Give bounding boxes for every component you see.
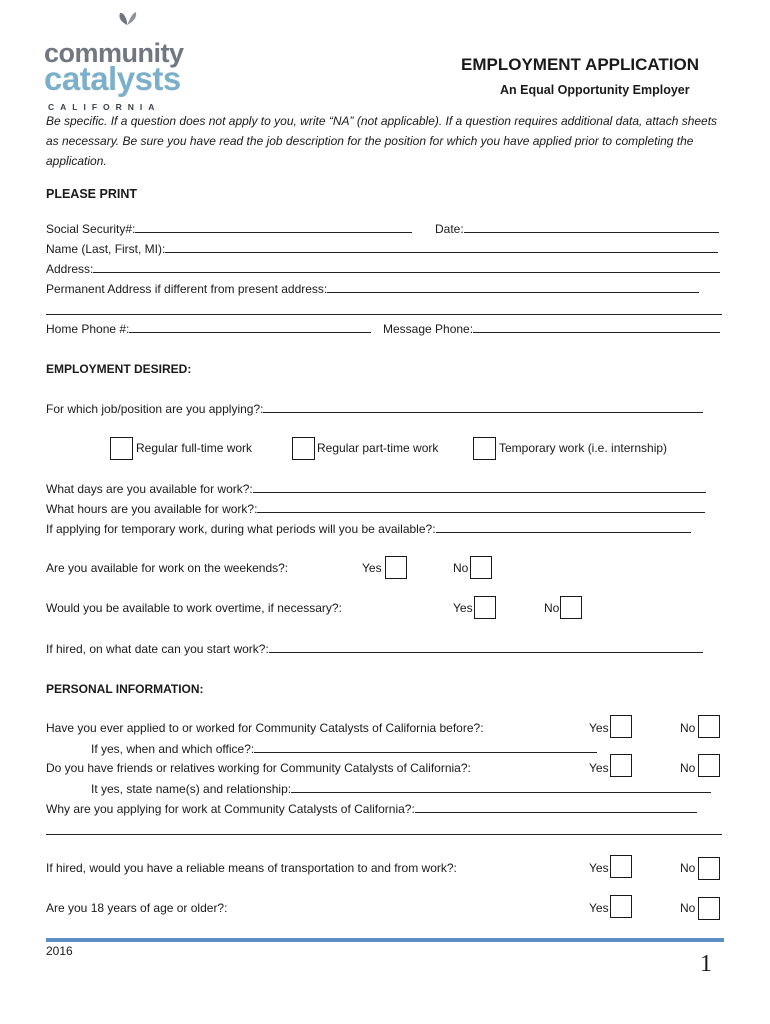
permanent-address-field[interactable] [327,281,699,293]
logo-word-catalysts: catalysts [44,60,181,97]
why-row [46,801,697,816]
overtime-no-label: No [544,601,560,615]
transport-label: If hired, would you have a reliable means of transportation to and from work?: [46,861,457,875]
message-phone-row [383,321,720,336]
position-row [46,401,703,416]
permanent-address-label: Permanent Address if different from present address: [46,282,328,296]
temporary-checkbox[interactable] [473,437,496,460]
weekends-yes-checkbox[interactable] [385,556,407,579]
name-row [46,241,718,256]
transport-yes-label: Yes [589,861,609,875]
hours-field[interactable] [257,501,705,513]
transport-no-label: No [680,861,696,875]
start-date-label: If hired, on what date can you start work?: [46,642,269,656]
home-phone-row [46,321,371,336]
applied-before-followup-row [91,741,597,756]
days-row [46,481,706,496]
weekends-yes-label: Yes [362,561,382,575]
ssn-field[interactable] [135,221,412,233]
part-time-checkbox[interactable] [292,437,315,460]
age-yes-checkbox[interactable] [610,895,632,918]
temp-periods-field[interactable] [436,521,691,533]
ssn-label: Social Security#: [46,222,136,236]
hours-label: What hours are you available for work?: [46,502,258,516]
temp-periods-row [46,521,691,536]
weekends-label: Are you available for work on the weekends?: [46,561,289,575]
position-field[interactable] [263,401,703,413]
page-number: 1 [700,951,712,977]
relatives-followup-field[interactable] [291,781,711,793]
weekends-no-checkbox[interactable] [470,556,492,579]
logo [44,10,184,112]
age-no-checkbox[interactable] [698,897,720,920]
why-field-line2[interactable] [46,834,722,835]
home-phone-field[interactable] [129,321,371,333]
name-label: Name (Last, First, MI): [46,242,166,256]
relatives-no-checkbox[interactable] [698,754,720,777]
overtime-label: Would you be available to work overtime, if necessary?: [46,601,342,615]
please-print-heading: PLEASE PRINT [46,187,137,201]
applied-before-followup-field[interactable] [254,741,597,753]
days-field[interactable] [253,481,706,493]
logo-word-community: community [44,38,184,68]
footer-divider [46,938,724,942]
transport-yes-checkbox[interactable] [610,855,632,878]
applied-before-followup-label: If yes, when and which office?: [91,742,255,756]
part-time-label: Regular part-time work [317,441,439,455]
relatives-followup-label: It yes, state name(s) and relationship: [91,782,292,796]
logo-word-california: CALIFORNIA [48,102,161,112]
start-date-field[interactable] [269,641,703,653]
relatives-yes-checkbox[interactable] [610,754,632,777]
message-phone-label: Message Phone: [383,322,474,336]
applied-before-no-checkbox[interactable] [698,715,720,738]
age-yes-label: Yes [589,901,609,915]
footer-year: 2016 [46,944,73,958]
relatives-followup-row [91,781,711,796]
ssn-row [46,221,412,236]
permanent-address-row [46,281,699,296]
full-time-checkbox[interactable] [110,437,133,460]
position-label: For which job/position are you applying?: [46,402,264,416]
relatives-yes-label: Yes [589,761,609,775]
address-field[interactable] [93,261,720,273]
relatives-no-label: No [680,761,696,775]
overtime-yes-checkbox[interactable] [474,596,496,619]
page-title: EMPLOYMENT APPLICATION [461,55,699,74]
overtime-no-checkbox[interactable] [560,596,582,619]
date-label: Date: [435,222,464,236]
permanent-address-field-line2[interactable] [46,314,722,315]
why-label: Why are you applying for work at Community Catalysts of California?: [46,802,415,816]
intro-text: Be specific. If a question does not apply to you, write “NA” (not applicable). If a question requires additional data, attach sheets as necessary. Be sure you have read the job description for the position for which you have applied prior to completing the application. [46,114,718,168]
start-date-row [46,641,703,656]
butterfly-icon [116,10,138,28]
applied-before-yes-label: Yes [589,721,609,735]
personal-heading: PERSONAL INFORMATION: [46,682,204,696]
home-phone-label: Home Phone #: [46,322,130,336]
hours-row [46,501,705,516]
applied-before-label: Have you ever applied to or worked for Community Catalysts of California before?: [46,721,484,735]
date-row [435,221,719,236]
age-label: Are you 18 years of age or older?: [46,901,228,915]
age-no-label: No [680,901,696,915]
overtime-yes-label: Yes [453,601,473,615]
page-subtitle: An Equal Opportunity Employer [500,83,690,97]
weekends-no-label: No [453,561,469,575]
relatives-label: Do you have friends or relatives working for Community Catalysts of California?: [46,761,471,775]
full-time-label: Regular full-time work [136,441,253,455]
transport-no-checkbox[interactable] [698,857,720,880]
applied-before-yes-checkbox[interactable] [610,715,632,738]
days-label: What days are you available for work?: [46,482,253,496]
date-field[interactable] [464,221,719,233]
address-label: Address: [46,262,94,276]
applied-before-no-label: No [680,721,696,735]
name-field[interactable] [165,241,718,253]
temporary-label: Temporary work (i.e. internship) [499,441,668,455]
message-phone-field[interactable] [473,321,720,333]
address-row [46,261,720,276]
employment-heading: EMPLOYMENT DESIRED: [46,362,192,376]
why-field[interactable] [415,801,697,813]
temp-periods-label: If applying for temporary work, during what periods will you be available?: [46,522,436,536]
